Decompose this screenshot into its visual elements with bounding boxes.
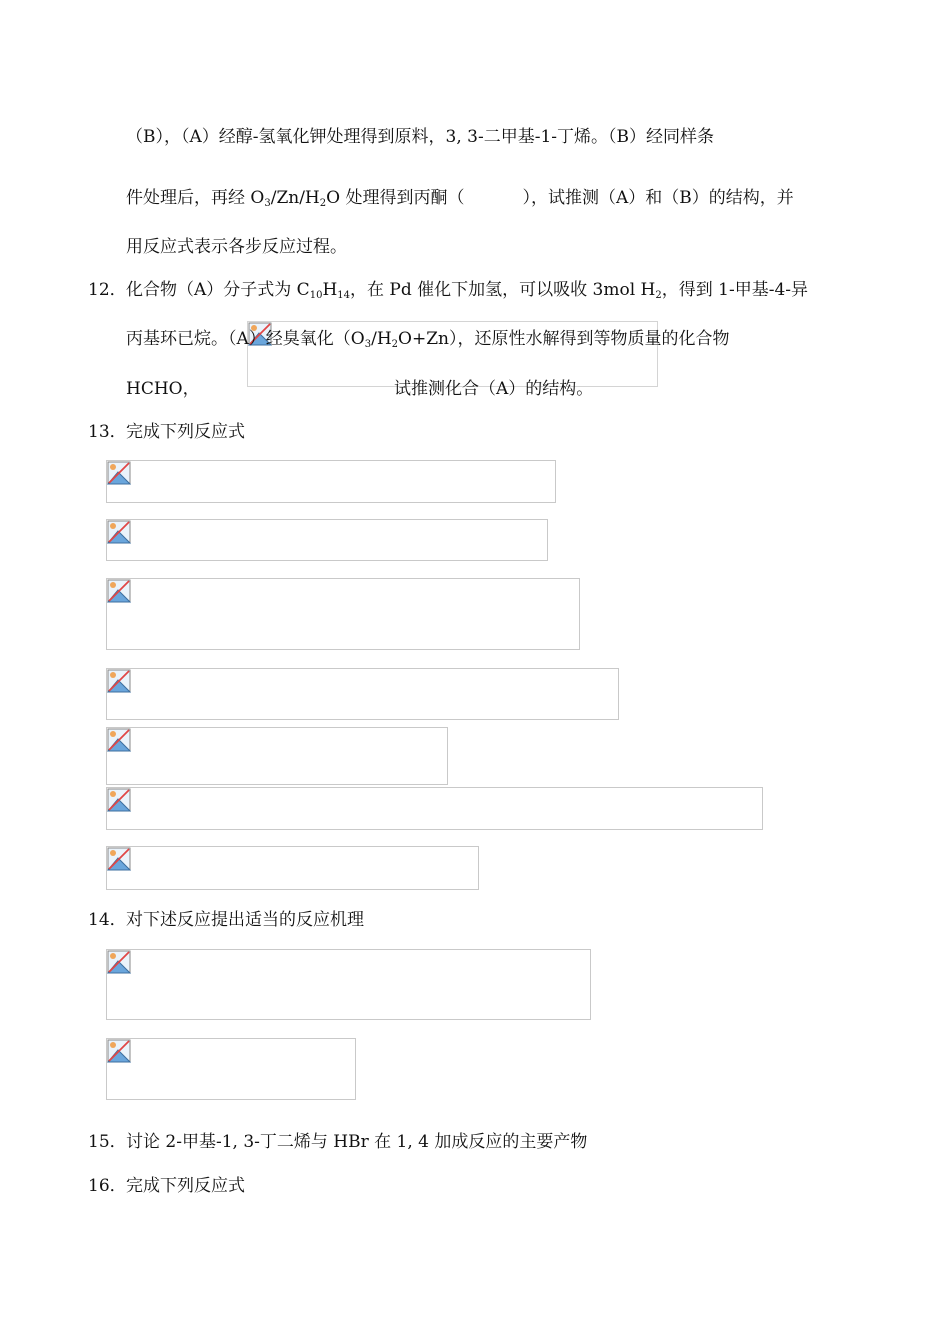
q13-reaction-image-5 [106,727,448,785]
broken-image-icon [107,461,131,485]
q12-line-1-part-e: ，在 Pd 催化下加氢，可以吸收 3mol H [350,280,656,300]
q12-line-1-part-c: H [322,280,338,300]
q12-line-1-part-g: ，得到 1-甲基-4-异 [661,280,809,300]
q15-text: 讨论 2-甲基-1, 3-丁二烯与 HBr 在 1, 4 加成反应的主要产物 [126,1132,588,1152]
q16-number: 16． [88,1176,127,1196]
q16-text: 完成下列反应式 [126,1176,245,1196]
q13-reaction-image-3 [106,578,580,650]
q14-reaction-image-1 [106,949,591,1020]
q12-line-1-sub-14: 14 [337,290,350,301]
q12-line-2-sub-2: 2 [391,339,399,350]
q12-line-1 [126,278,808,302]
q11-line-2-part-a: 件处理后，再经 O [126,188,265,208]
q12-line-2-sub-3: 3 [364,339,372,350]
q12-line-1-part-a: 化合物（A）分子式为 C [126,280,310,300]
broken-image-icon [107,669,131,693]
q12-line-3-hcho: HCHO， [126,379,200,399]
q13-reaction-image-2 [106,519,548,561]
broken-image-icon [107,1039,131,1063]
q11-line-3: 用反应式表示各步反应过程。 [126,237,347,257]
broken-image-icon [107,788,131,812]
q14-text: 对下述反应提出适当的反应机理 [126,910,364,930]
q12-line-1-sub-10: 10 [309,290,323,301]
q13-reaction-image-4 [106,668,619,720]
q11-line-1: （B），（A）经醇-氢氧化钾处理得到原料，3, 3-二甲基-1-丁烯。（B）经同样条 [126,127,714,147]
q13-reaction-image-7 [106,846,479,890]
q15-number: 15． [88,1132,127,1152]
q11-line-2-sub-3: 3 [264,198,271,209]
q12-line-2-part-e: O+Zn），还原性水解得到等物质量的化合物 [398,329,730,349]
q12-line-1-sub-2: 2 [655,290,662,301]
q12-number: 12． [88,280,127,300]
q12-line-3-question: 试推测化合（A）的结构。 [394,379,594,399]
q12-line-2-part-c: /H [371,329,392,349]
broken-image-icon [107,579,131,603]
broken-image-icon [107,847,131,871]
q13-number: 13． [88,422,127,442]
q11-line-2-part-e: O 处理得到丙酮（ [326,188,465,208]
q11-line-2 [126,186,794,210]
q12-line-2-part-a: 丙基环已烷。（A）经臭氧化（O [126,329,365,349]
q11-line-2-part-c: /Zn/H [270,188,320,208]
q14-number: 14． [88,910,127,930]
q13-reaction-image-6 [106,787,763,830]
q11-line-2-part-f: ），试推测（A）和（B）的结构，并 [522,188,794,208]
broken-image-icon [107,520,131,544]
q14-reaction-image-2 [106,1038,356,1100]
broken-image-icon [107,728,131,752]
q11-line-2-sub-2: 2 [319,198,327,209]
broken-image-icon [107,950,131,974]
q13-text: 完成下列反应式 [126,422,245,442]
q13-reaction-image-1 [106,460,556,503]
q12-line-2 [126,327,729,351]
